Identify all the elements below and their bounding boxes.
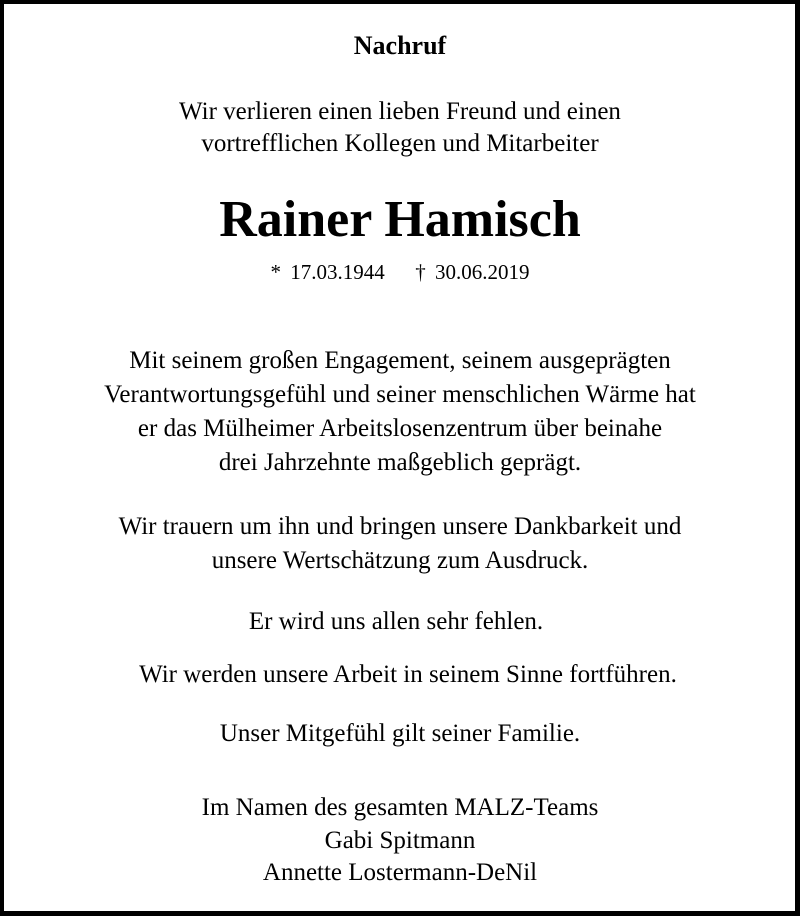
tribute-line-3: er das Mülheimer Arbeitslosenzentrum über beinahe [137, 415, 663, 442]
signature-line-1: Im Namen des gesamten MALZ-Teams [201, 794, 599, 821]
tribute-line-4: drei Jahrzehnte maßgeblich geprägt. [218, 449, 582, 476]
tribute-line-2: Verantwortungsgefühl und seiner menschlichen Wärme hat [104, 381, 696, 408]
deceased-name: Rainer Hamisch [219, 191, 581, 248]
birth-date: 17.03.1944 [290, 260, 385, 284]
continue-line [0, 659, 800, 691]
tribute-line-1: Mit seinem großen Engagement, seinem ausgeprägten [129, 347, 671, 374]
death-cross-icon: † [415, 260, 426, 284]
death-date: 30.06.2019 [435, 260, 530, 284]
signature-line-2: Gabi Spitmann [324, 827, 476, 854]
gratitude-line-1: Wir trauern um ihn und bringen unsere Dankbarkeit und [118, 513, 682, 540]
signature-line-3: Annette Lostermann-DeNil [262, 859, 538, 886]
sympathy-line: Unser Mitgefühl gilt seiner Familie. [219, 720, 581, 747]
gratitude-line-2: unsere Wertschätzung zum Ausdruck. [211, 547, 589, 574]
missed-text: Er wird uns allen sehr fehlen. [248, 608, 544, 635]
intro-line-1: Wir verlieren einen lieben Freund und einen [179, 98, 621, 125]
birth-star-icon: * [270, 260, 281, 284]
missed-line [0, 606, 800, 638]
intro-line-2: vortrefflichen Kollegen und Mitarbeiter [201, 130, 599, 157]
notice-heading: Nachruf [353, 31, 447, 60]
continue-text: Wir werden unsere Arbeit in seinem Sinne fortführen. [139, 661, 677, 688]
life-dates [0, 258, 800, 286]
